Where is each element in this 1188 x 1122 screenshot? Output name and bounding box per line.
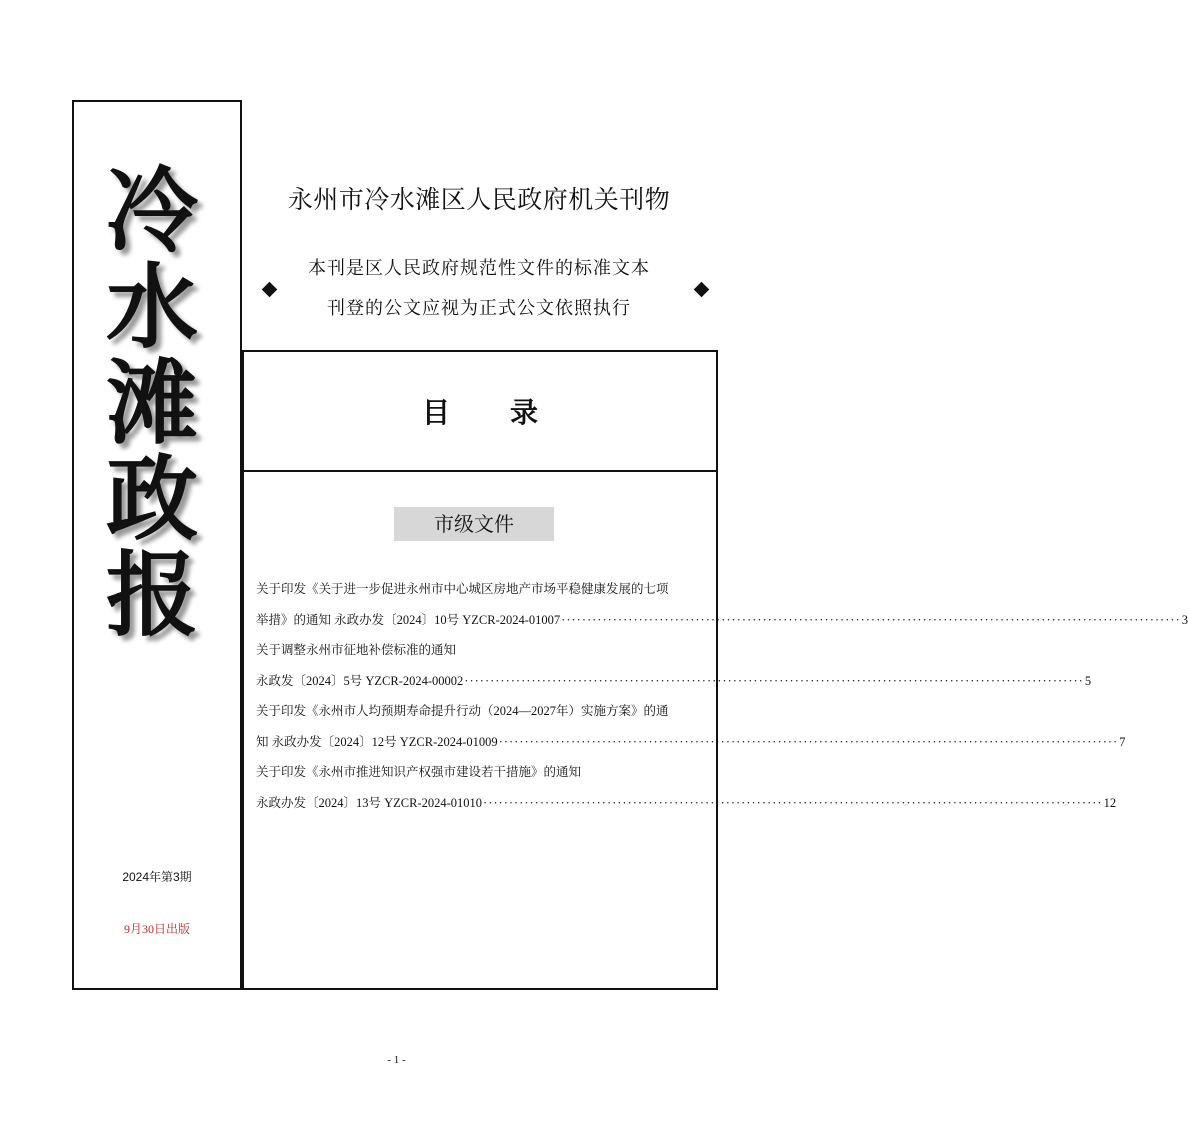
toc-entry-title: 关于印发《永州市人均预期寿命提升行动（2024—2027年）实施方案》的通 bbox=[256, 704, 669, 718]
toc-entry-doc-number: 永政办发〔2024〕13号 YZCR-2024-01010 bbox=[256, 795, 483, 810]
toc-entry-reference bbox=[256, 788, 1117, 819]
organization-title: 永州市冷水滩区人民政府机关刊物 bbox=[287, 185, 671, 214]
issue-number: 2024年第3期 bbox=[122, 870, 192, 884]
table-of-contents bbox=[242, 350, 1188, 990]
publication-date: 9月30日出版 bbox=[123, 922, 190, 936]
toc-entry-doc-number: 知 永政办发〔2024〕12号 YZCR-2024-01009 bbox=[256, 734, 498, 749]
toc-list bbox=[256, 574, 1188, 818]
section-label: 市级文件 bbox=[394, 507, 554, 541]
dot-leader: ························································································································ bbox=[498, 734, 1119, 749]
toc-entry[interactable] bbox=[256, 696, 1126, 757]
masthead-char: 冷 bbox=[105, 158, 198, 265]
toc-entry[interactable] bbox=[256, 574, 1188, 635]
toc-entry-title: 关于印发《关于进一步促进永州市中心城区房地产市场平稳健康发展的七项 bbox=[256, 582, 669, 596]
masthead-char: 政 bbox=[105, 446, 198, 553]
toc-heading-row bbox=[244, 352, 716, 472]
toc-entry-title: 关于调整永州市征地补偿标准的通知 bbox=[256, 643, 457, 657]
dot-leader: ························································································································ bbox=[464, 673, 1084, 688]
toc-entry[interactable] bbox=[256, 635, 1092, 696]
toc-entry-reference bbox=[256, 727, 1126, 758]
masthead-column bbox=[72, 100, 242, 990]
toc-entry-page: 5 bbox=[1084, 673, 1092, 688]
page-number: - 1 - bbox=[387, 1054, 406, 1066]
toc-entry-reference bbox=[256, 605, 1188, 636]
publication-header bbox=[242, 150, 716, 350]
toc-entry-doc-number: 永政发〔2024〕5号 YZCR-2024-00002 bbox=[256, 673, 464, 688]
toc-entry-title: 关于印发《永州市推进知识产权强市建设若干措施》的通知 bbox=[256, 765, 582, 779]
toc-entry-doc-number: 举措》的通知 永政办发〔2024〕10号 YZCR-2024-01007 bbox=[256, 612, 561, 627]
toc-entry-page: 12 bbox=[1103, 795, 1117, 810]
statement-line: 刊登的公文应视为正式公文依照执行 bbox=[327, 298, 631, 319]
dot-leader: ························································································································ bbox=[483, 795, 1103, 810]
masthead-title bbox=[92, 158, 212, 649]
masthead-char: 水 bbox=[105, 254, 198, 361]
statement-line: 本刊是区人民政府规范性文件的标准文本 bbox=[308, 258, 650, 279]
toc-heading: 目录 bbox=[421, 396, 598, 429]
masthead-char: 报 bbox=[105, 542, 198, 649]
masthead-char: 滩 bbox=[105, 350, 198, 457]
toc-entry-page: 3 bbox=[1181, 612, 1188, 627]
toc-entry-page: 7 bbox=[1119, 734, 1126, 749]
toc-entry[interactable] bbox=[256, 757, 1117, 818]
dot-leader: ························································································································ bbox=[561, 612, 1181, 627]
toc-entry-reference bbox=[256, 666, 1092, 697]
